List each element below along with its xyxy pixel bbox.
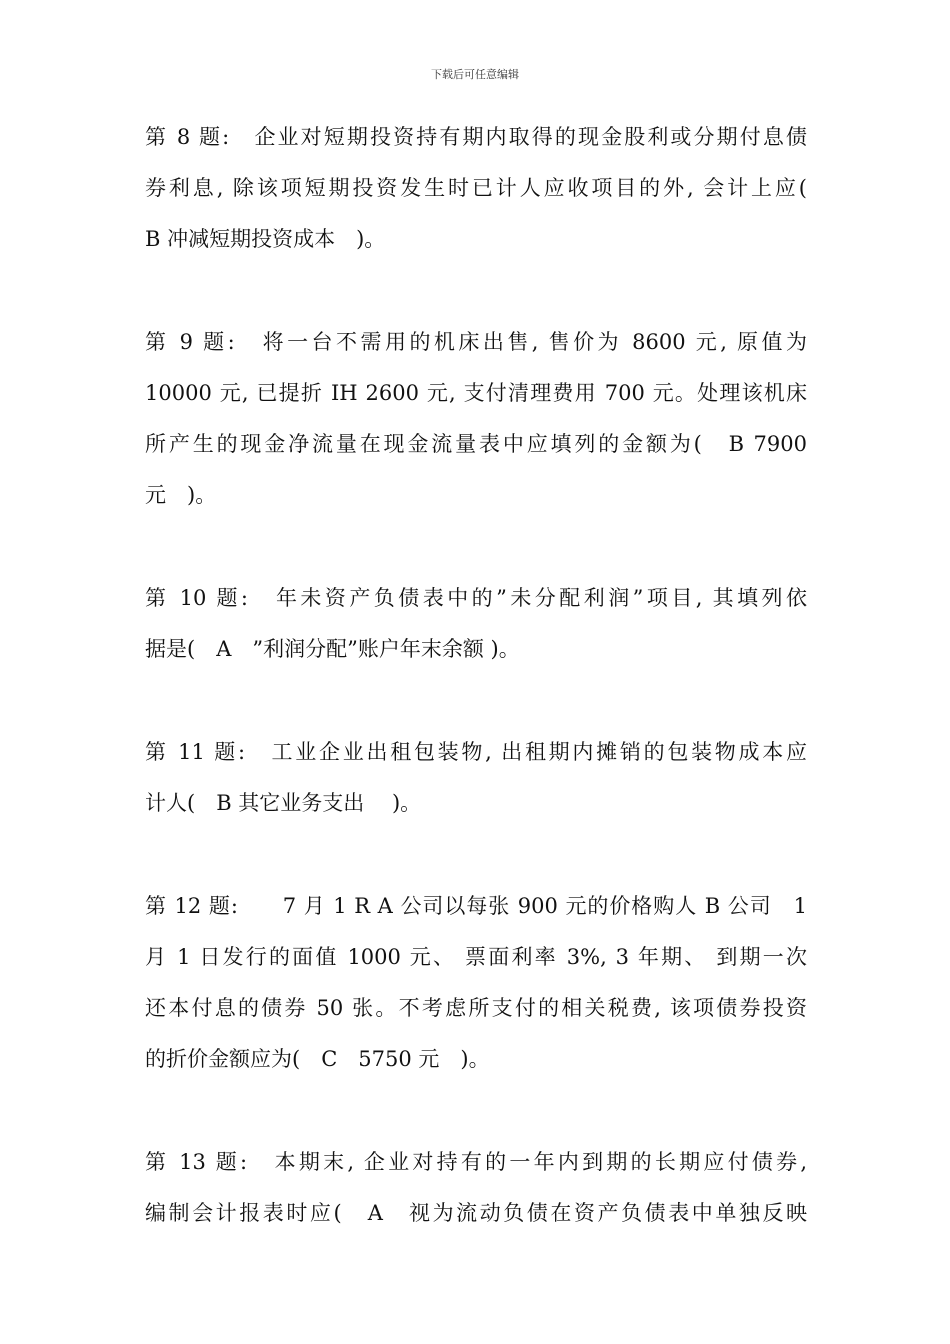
question-line: 10000 元, 已提折 IH 2600 元, 支付清理费用 700 元。处理该机床 xyxy=(145,381,807,405)
question-line: 还本付息的债券 50 张。不考虑所支付的相关税费, 该项债券投资 xyxy=(145,996,807,1020)
question-line: 第 12 题: 7 月 1 R A 公司以每张 900 元的价格购人 B 公司 1 xyxy=(145,894,807,918)
question-13 xyxy=(145,1137,807,1239)
question-line: 月 1 日发行的面值 1000 元、 票面利率 3%, 3 年期、 到期一次 xyxy=(145,945,807,969)
question-line: 元 )。 xyxy=(145,483,217,507)
question-line: 券利息, 除该项短期投资发生时已计人应收项目的外, 会计上应( xyxy=(145,176,807,200)
question-line: 编制会计报表时应( A 视为流动负债在资产负债表中单独反映 xyxy=(145,1201,807,1225)
question-line: 所产生的现金净流量在现金流量表中应填列的金额为( B 7900 xyxy=(145,432,807,456)
question-line: 第 10 题: 年未资产负债表中的”未分配利润”项目, 其填列依 xyxy=(145,586,807,610)
question-line: 据是( A ”利润分配”账户年末余额 )。 xyxy=(145,637,520,661)
question-line: 计人( B 其它业务支出 )。 xyxy=(145,791,422,815)
question-9 xyxy=(145,317,807,521)
question-line: 第 8 题: 企业对短期投资持有期内取得的现金股利或分期付息债 xyxy=(145,125,807,149)
question-line: 第 13 题: 本期末, 企业对持有的一年内到期的长期应付债券, xyxy=(145,1150,807,1174)
question-line: 第 11 题: 工业企业出租包装物, 出租期内摊销的包装物成本应 xyxy=(145,740,807,764)
question-10 xyxy=(145,573,807,675)
question-line: 第 9 题: 将一台不需用的机床出售, 售价为 8600 元, 原值为 xyxy=(145,330,807,354)
question-12 xyxy=(145,881,807,1085)
page-header: 下载后可任意编辑 xyxy=(431,68,519,81)
question-line: 的折价金额应为( C 5750 元 )。 xyxy=(145,1047,490,1071)
question-8 xyxy=(145,112,807,265)
question-11 xyxy=(145,727,807,829)
question-line: B 冲减短期投资成本 )。 xyxy=(145,227,386,251)
document-body xyxy=(145,112,807,1291)
